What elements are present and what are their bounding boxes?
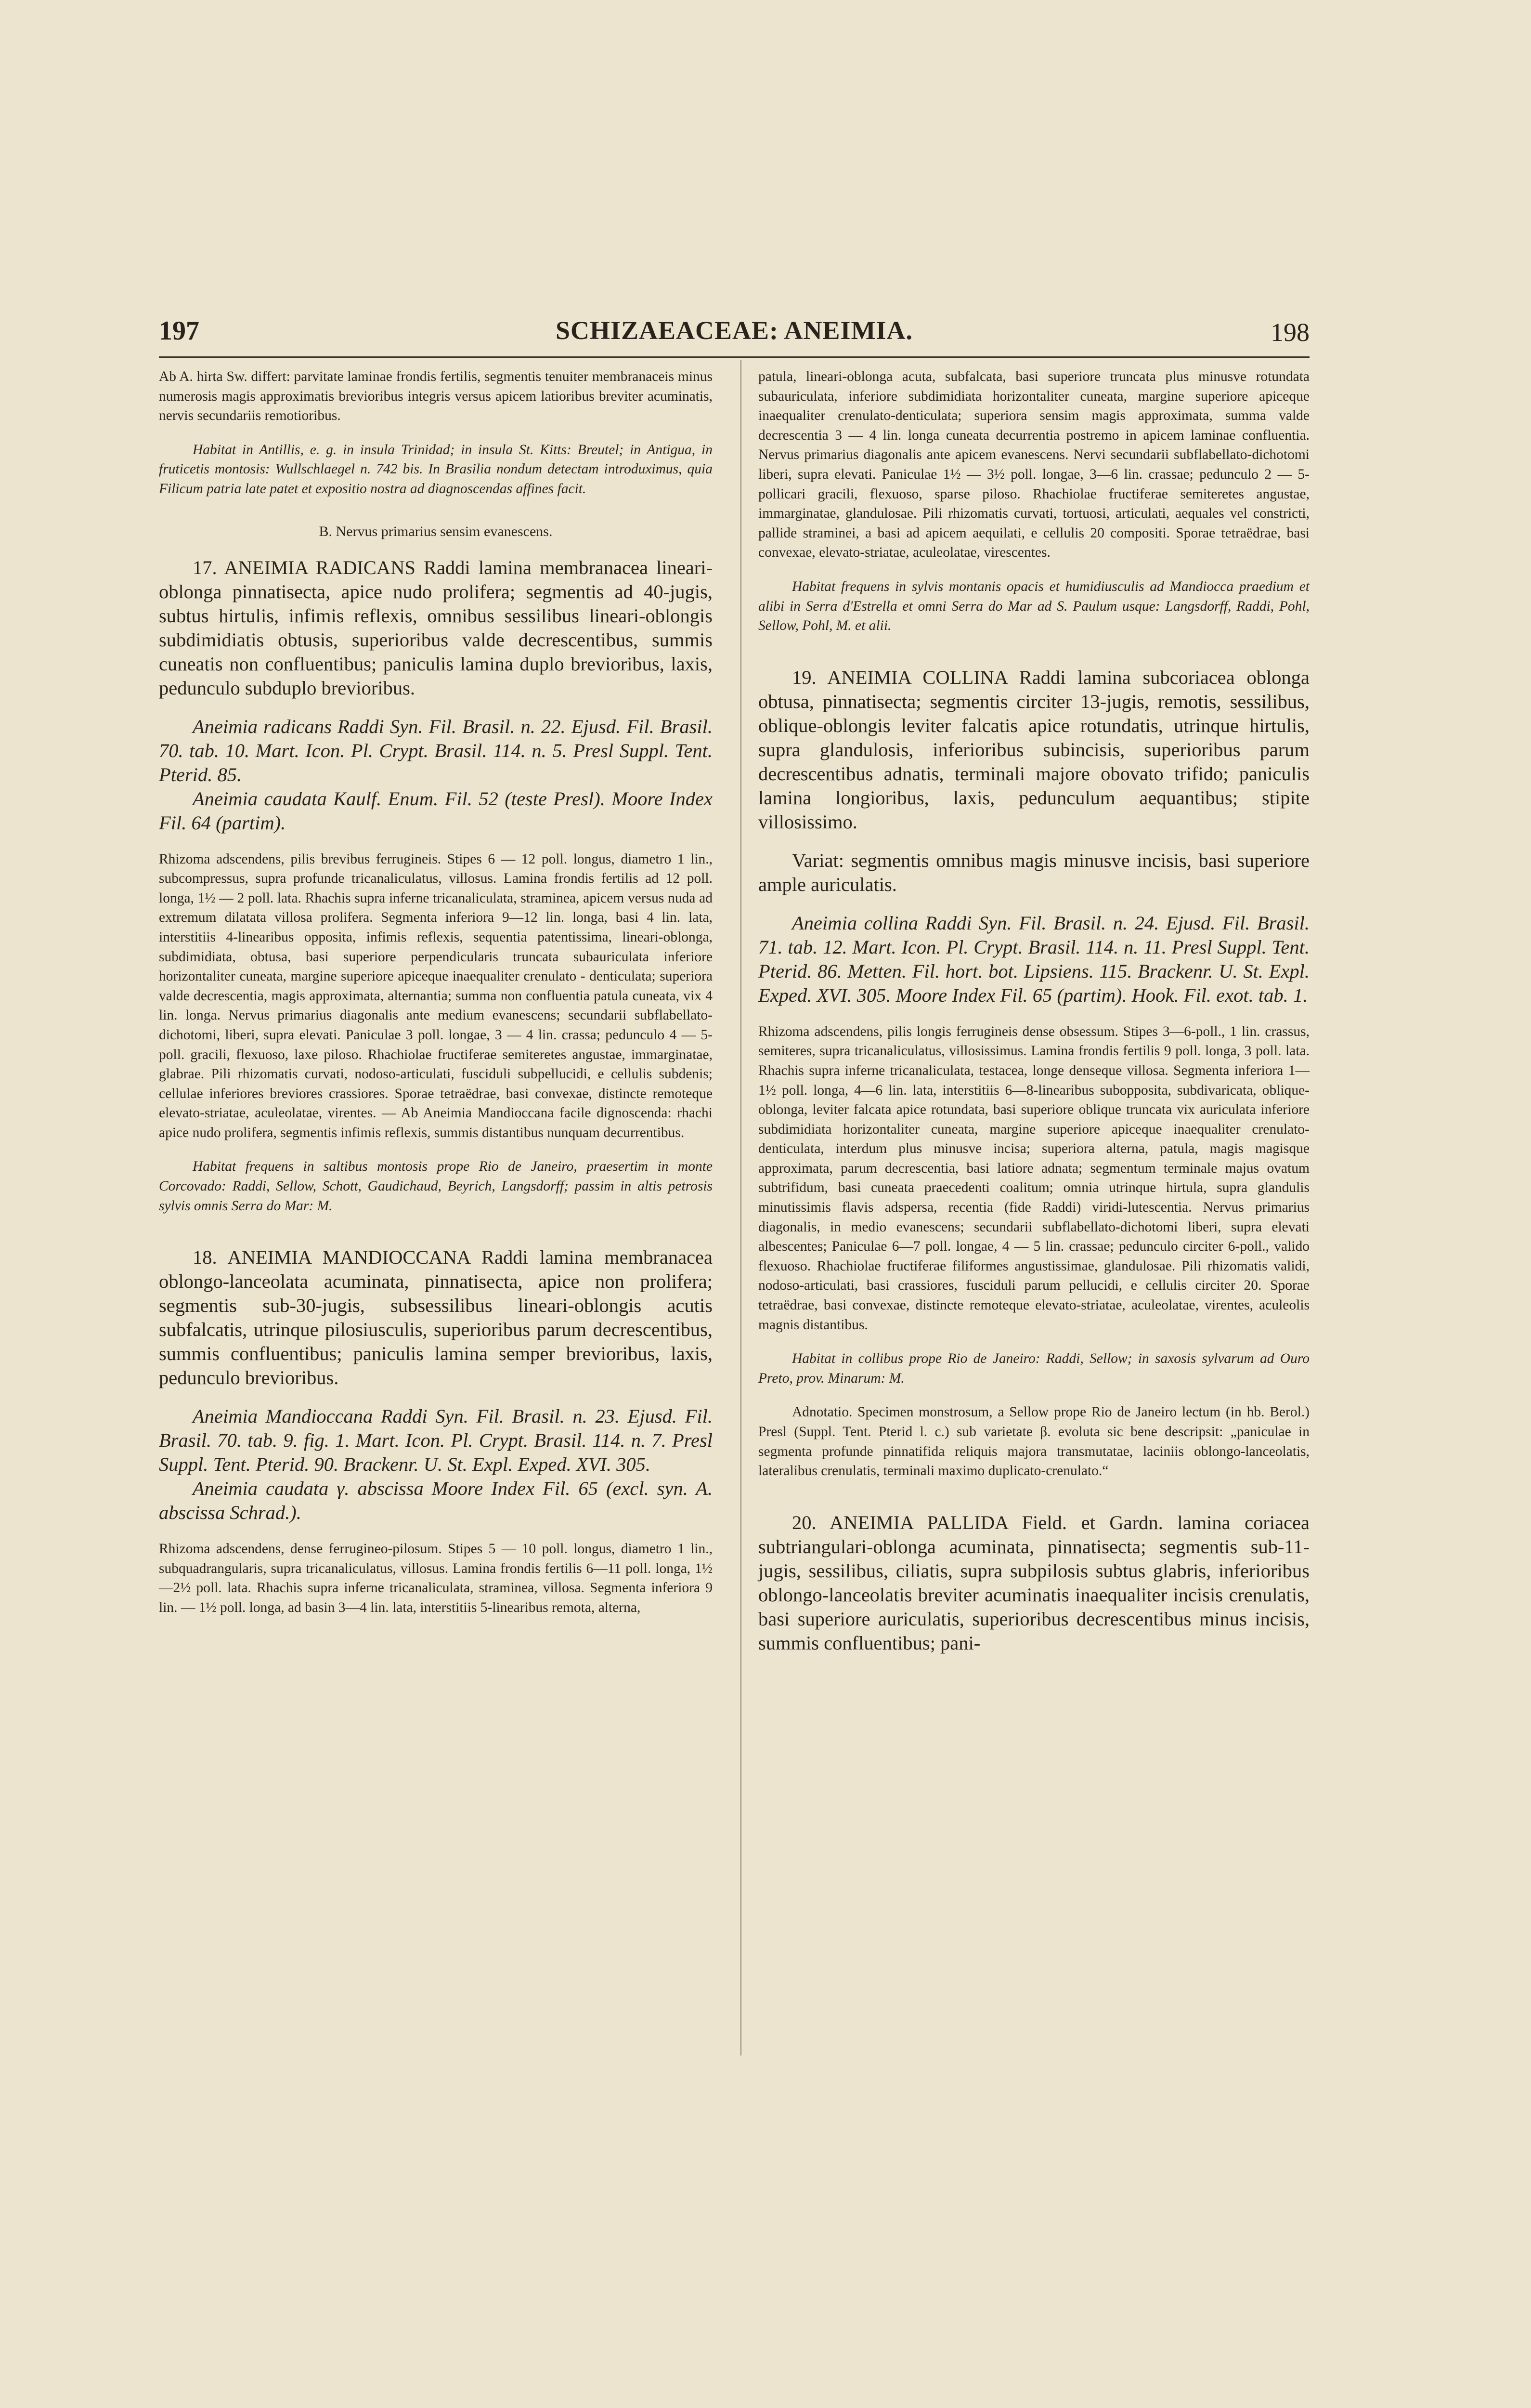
species-18-synonymy-2: Aneimia caudata γ. abscissa Moore Index Fil. 65 (excl. syn. A. abscissa Schrad.).	[159, 1478, 713, 1524]
species-18-diagnosis	[159, 1245, 713, 1390]
species-17-title: 17. ANEIMIA RADICANS Raddi	[193, 556, 470, 578]
species-19-variat: Variat: segmentis omnibus magis minusve incisis, basi superiore ample auriculatis.	[758, 849, 1310, 895]
species-19-diagnosis	[758, 666, 1310, 834]
paragraph-differt: Ab A. hirta Sw. differt: parvitate laminae frondis fertilis, segmentis tenuiter membranaceis minus numerosis magis approximatis brevioribus integris versus apicem latioribus breviter acuminatis, nervis secundariis remotioribus.	[159, 369, 713, 424]
running-header	[159, 315, 1310, 354]
species-19-title: 19. ANEIMIA COLLINA Raddi	[792, 666, 1066, 688]
section-heading: B. Nervus primarius sensim evanescens.	[319, 523, 553, 539]
species-18-diagnosis-text: lamina membranacea oblongo-lanceolata acuminata, pinnatisecta, apice non prolifera; segmentis sub-30-jugis, subsessilibus lineari-oblongis acutis subfalcatis, utrinque pilosiusculis, superioribus parum decrescentibus, summis confluentibus; paniculis lamina semper brevioribus, laxis, pedunculo brevioribus.	[159, 1246, 713, 1389]
species-17-synonymy: Aneimia radicans Raddi Syn. Fil. Brasil. n. 22. Ejusd. Fil. Brasil. 70. tab. 10. Mart. Icon. Pl. Crypt. Brasil. 114. n. 5. Presl Suppl. Tent. Pterid. 85.	[159, 715, 713, 785]
page-number-right: 198	[1271, 318, 1310, 347]
species-19-description: Rhizoma adscendens, pilis longis ferrugineis dense obsessum. Stipes 3—6-poll., 1 lin. crassus, semiteres, supra tricanaliculatus, villosissimus. Lamina frondis fertilis 9 poll. longa, 3 poll. lata. Rhachis supra inferne tricanaliculata, testacea, longe denseque villosa. Segmenta inferiora 1—1½ poll. longa, 4—6 lin. lata, interstitiis 6—8-linearibus subopposita, subdivaricata, oblique-oblonga, leviter falcata apice rotundata, basi superiore oblique truncata vix auriculata inferiore subdimidiata horizontaliter cuneata, margine superiore apiceque inaequaliter crenulato-denticulata, interdum plus minusve incisa; superiora alterna, patula, magis magisque approximata, parum decrescentia, basi latiore adnata; segmentum terminale majus ovatum subtrifidum, basi cuneata praecedenti coalitum; omnia utrinque hirtula, supra glandulis minutissimis flavis adspersa, recentia (fide Raddi) viridi-lutescentia. Nervus primarius diagonalis, in medio evanescens; secundarii subflabellato-dichotomi liberi, supra elevati albescentes; Paniculae 6—7 poll. longae, 4 — 5 lin. crassae; pedunculo circiter 6-poll., valido flexuoso. Rhachiolae fructiferae filiformes angustissimae, glandulosae. Pili rhizomatis validi, nodoso-articulati, basi crassiores, fusciduli parum pellucidi, e cellulis circiter 20. Sporae tetraëdrae, basi convexae, distincte remoteque elevato-striatae, aculeolatae, virentes, aculeolis magnis distantibus.	[758, 1023, 1310, 1333]
species-18-habitat: Habitat frequens in sylvis montanis opacis et humidiusculis ad Mandiocca praedium et alibi in Serra d'Estrella et omni Serra do Mar ad S. Paulum usque: Langsdorff, Raddi, Pohl, Sellow, Pohl, M. et alii.	[758, 578, 1310, 634]
species-17-synonymy-2: Aneimia caudata Kaulf. Enum. Fil. 52 (teste Presl). Moore Index Fil. 64 (partim).	[159, 787, 713, 834]
left-column	[159, 367, 713, 1618]
species-19-habitat: Habitat in collibus prope Rio de Janeiro: Raddi, Sellow; in saxosis sylvarum ad Ouro Preto, prov. Minarum: M.	[758, 1351, 1310, 1386]
species-17-diagnosis	[159, 556, 713, 700]
habitat-paragraph: Habitat in Antillis, e. g. in insula Trinidad; in insula St. Kitts: Breutel; in Antigua, in fruticetis montosis: Wullschlaegel n. 742 bis. In Brasilia nondum detectam introduximus, quia Filicum patria late patet et expositio nostra ad diagnoscendas affines facit.	[159, 442, 713, 497]
species-18-synonymy: Aneimia Mandioccana Raddi Syn. Fil. Brasil. n. 23. Ejusd. Fil. Brasil. 70. tab. 9. fig. 1. Mart. Icon. Pl. Crypt. Brasil. 114. n. 7. Presl Suppl. Tent. Pterid. 90. Brackenr. U. St. Expl. Exped. XVI. 305.	[159, 1405, 713, 1476]
right-column	[758, 367, 1310, 1655]
species-18-description-continued: patula, lineari-oblonga acuta, subfalcata, basi superiore truncata plus minusve rotundata subauriculata, inferiore subdimidiata horizontaliter cuneata, margine superiore apiceque inaequaliter crenulato-denticulata; superiora sensim magis approximata, summa valde decrescentia 3 — 4 lin. longa cuneata decurrentia postremo in apicem laminae confluentia. Nervus primarius diagonalis ante apicem evanescens. Nervi secundarii subflabellato-dichotomi liberi, supra elevati. Paniculae 1½ — 3½ poll. longae, 3—6 lin. crassae; pedunculo 2 — 5-pollicari gracili, flexuoso, sparse piloso. Rhachiolae fructiferae semiteretes angustae, immarginatae, glandulosae. Pili rhizomatis curvati, tortuosi, articulati, aequales vel constricti, pallide straminei, a basi ad apicem aequilati, e cellulis 20 compositi. Sporae tetraëdrae, basi convexae, elevato-striatae, aculeolatae, virescentes.	[758, 369, 1310, 561]
header-rule	[159, 356, 1310, 358]
species-19-adnotatio: Adnotatio. Specimen monstrosum, a Sellow prope Rio de Janeiro lectum (in hb. Berol.) Presl (Suppl. Tent. Pterid l. c.) sub varietate β. evoluta sic bene descripsit: „paniculae in segmenta profunde pinnatifida reliquis majora transmutatae, laciniis oblongo-lanceolatis, lateralibus crenulatis, terminali maximo duplicato-crenulato.“	[758, 1404, 1310, 1479]
species-20-title: 20. ANEIMIA PALLIDA Field. et Gardn.	[792, 1511, 1163, 1533]
species-17-description: Rhizoma adscendens, pilis brevibus ferrugineis. Stipes 6 — 12 poll. longus, diametro 1 lin., subcompressus, supra profunde tricanaliculatus, villosus. Lamina frondis fertilis ad 12 poll. longa, 1½ — 2 poll. lata. Rhachis supra inferne tricanaliculata, straminea, apicem versus nuda ad extremum dilatata villosa prolifera. Segmenta inferiora 9—12 lin. longa, basi 4 lin. lata, interstitiis 4-linearibus opposita, infimis reflexis, sequentia patentissima, lineari-oblonga, subdimidiata, obtusa, basi superiore perpendicularis truncata subauriculata inferiore horizontaliter cuneata, margine superiore apiceque inaequaliter crenulato - denticulata; superiora valde decrescentia, magis approximata, alternantia; summa non confluentia patula cuneata, vix 4 lin. longa. Nervus primarius diagonalis ante medium evanescens; secundarii subflabellato-dichotomi, liberi, supra elevati. Paniculae 3 poll. longae, 3 — 4 lin. crassa; pedunculo 4 — 5-poll. gracili, flexuoso, laxe piloso. Rhachiolae fructiferae semiteretes angustae, immarginatae, glabrae. Pili rhizomatis curvati, nodoso-articulati, fusciduli subpellucidi, e cellulis subdenis; cellulae inferiores breviores crassiores. Sporae tetraëdrae, basi convexae, distincte remoteque elevato-striatae, aculeolatae, virentes. — Ab Aneimia Mandioccana facile dignoscenda: rhachi apice nudo prolifera, segmentis infimis reflexis, summis distantibus nunquam decurrentibus.	[159, 851, 713, 1140]
running-title: SCHIZAEACEAE: ANEIMIA.	[555, 316, 913, 345]
column-divider	[740, 360, 741, 2055]
species-18-description: Rhizoma adscendens, dense ferrugineo-pilosum. Stipes 5 — 10 poll. longus, diametro 1 lin., subquadrangularis, supra tricanaliculatus, villosus. Lamina frondis fertilis 6—11 poll. longa, 1½—2½ poll. lata. Rhachis supra inferne tricanaliculata, straminea, villosa. Segmenta inferiora 9 lin. — 1½ poll. longa, ad basin 3—4 lin. lata, interstitiis 5-linearibus remota, alterna,	[159, 1541, 713, 1616]
species-18-title: 18. ANEIMIA MANDIOCCANA Raddi	[193, 1246, 528, 1269]
species-19-diagnosis-text: lamina subcoriacea oblonga obtusa, pinnatisecta; segmentis circiter 13-jugis, remotis, sessilibus, oblique-oblongis leviter falcatis apice rotundatis, utrinque hirtulis, supra glandulosis, inferioribus subincisis, superioribus parum decrescentibus adnatis, terminali majore obovato trifido; paniculis lamina longioribus, laxis, pedunculum aequantibus; stipite villosissimo.	[758, 666, 1310, 833]
species-17-diagnosis-text: lamina membranacea lineari-oblonga pinnatisecta, apice nudo prolifera; segmentis ad 40-jugis, subtus hirtulis, infimis reflexis, omnibus sessilibus lineari-oblongis subdimidiatis obtusis, superioribus valde decrescentibus, summis cuneatis non confluentibus; paniculis lamina duplo brevioribus, laxis, pedunculo subduplo brevioribus.	[159, 556, 713, 699]
species-20-diagnosis	[758, 1511, 1310, 1655]
species-20-diagnosis-text: lamina coriacea subtriangulari-oblonga acuminata, pinnatisecta; segmentis sub-11-jugis, sessilibus, ciliatis, supra subpilosis subtus glabris, inferioribus oblongo-lanceolatis breviter acuminatis inaequaliter incisis crenulatis, basi superiore auriculatis, superioribus decrescentibus minus incisis, summis confluentibus; pani-	[758, 1511, 1310, 1654]
page-number-left: 197	[159, 316, 199, 346]
species-19-synonymy: Aneimia collina Raddi Syn. Fil. Brasil. n. 24. Ejusd. Fil. Brasil. 71. tab. 12. Mart. Icon. Pl. Crypt. Brasil. 114. n. 11. Presl Suppl. Tent. Pterid. 86. Metten. Fil. hort. bot. Lipsiens. 115. Brackenr. U. St. Expl. Exped. XVI. 305. Moore Index Fil. 65 (partim). Hook. Fil. exot. tab. 1.	[758, 912, 1310, 1006]
species-17-habitat: Habitat frequens in saltibus montosis prope Rio de Janeiro, praesertim in monte Corcovado: Raddi, Sellow, Schott, Gaudichaud, Beyrich, Langsdorff; passim in altis petrosis sylvis omnis Serra do Mar: M.	[159, 1159, 713, 1214]
